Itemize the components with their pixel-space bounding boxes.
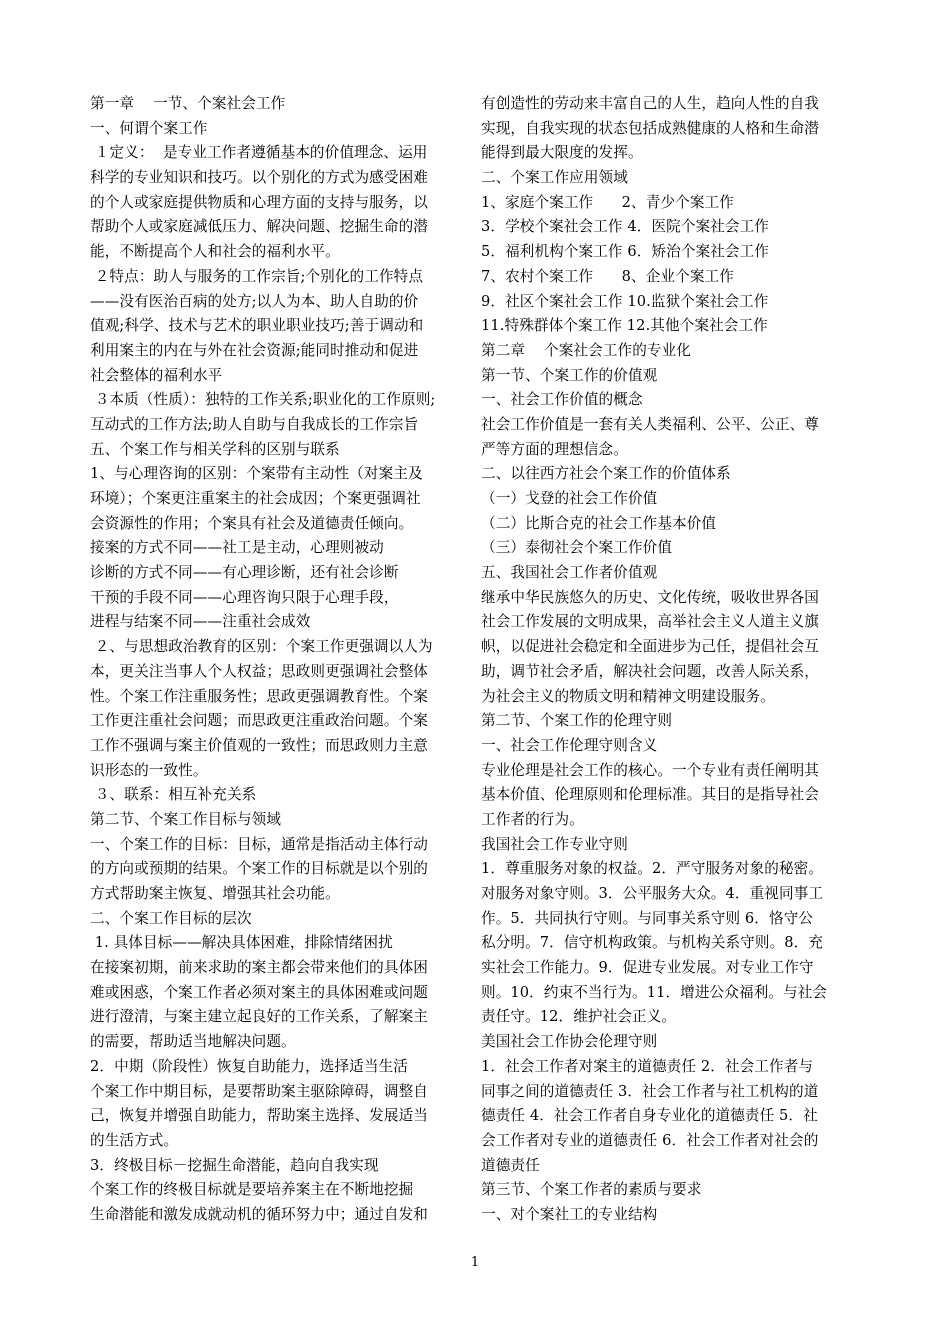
text-line: 的需要，帮助适当地解决问题。 [90,1033,296,1051]
text-line: 工作更注重社会问题；而思政更注重政治问题。个案 [90,712,428,730]
text-line: 会资源性的作用；个案具有社会及道德责任倾向。 [90,514,414,532]
text-line: ３本质（性质）：独特的工作关系;职业化的工作原则; [90,391,436,409]
text-line: 道德责任 [481,1156,540,1174]
text-line: 第三节、个案工作者的素质与要求 [481,1181,702,1199]
text-line: 严等方面的理想信念。 [481,440,628,458]
text-line: 本，更关注当事人个人权益；思政则更强调社会整体 [90,662,428,680]
text-line: （一）戈登的社会工作价值 [481,490,658,507]
text-line: 社会工作价值是一套有关人类福利、公平、公正、尊 [481,415,819,433]
text-line: 3．学校个案社会工作 4．医院个案社会工作 [481,218,769,236]
text-line: 有创造性的劳动来丰富自己的人生，趋向人性的自我 [481,95,819,112]
text-line: 一、社会工作伦理守则含义 [481,736,658,754]
text-line: 能，不断提高个人和社会的福利水平。 [90,243,340,261]
text-line: 则。10．约束不当行为。11．增进公众福利。与社会 [481,983,828,1001]
text-line: ２、与思想政治教育的区别：个案工作更强调以人为 [90,638,433,656]
text-line: 社会工作发展的文明成果，高举社会主义人道主义旗 [481,613,819,631]
text-line: 个案工作的终极目标就是要培养案主在不断地挖掘 [90,1181,414,1199]
text-line: 7、农村个案工作 8、企业个案工作 [481,267,734,285]
text-line: 进行澄清，与案主建立起良好的工作关系，了解案主 [90,1008,428,1026]
text-line: 1. 具体目标——解决具体困难，排除情绪困扰 [90,934,393,952]
text-line: 接案的方式不同——社工是主动，心理则被动 [90,539,384,557]
text-line: 进程与结案不同——注重社会成效 [90,613,311,631]
text-line: ——没有医治百病的处方;以人为本、助人自助的价 [90,292,419,310]
text-line: 1、与心理咨询的区别：个案带有主动性（对案主及 [90,465,423,483]
text-line: （三）泰彻社会个案工作价值 [481,539,673,557]
text-line: 1．尊重服务对象的权益。2．严守服务对象的秘密。 [481,860,824,878]
page-number: 1 [470,1255,480,1270]
right-column [481,92,863,1228]
text-line: 方式帮助案主恢复、增强其社会功能。 [90,885,340,902]
text-line: 为社会主义的物质文明和精神文明建设服务。 [481,687,775,705]
text-line: 第二章 个案社会工作的专业化 [481,341,691,359]
text-line: 二、个案工作应用领域 [481,169,628,187]
text-line: 同事之间的道德责任 3．社会工作者与社工机构的道 [481,1082,819,1100]
text-line: 五、我国社会工作者价值观 [481,564,658,582]
text-line: 社会整体的福利水平 [90,366,223,384]
text-line: 9．社区个案社会工作 10.监狱个案社会工作 [481,292,769,310]
text-line: 诊断的方式不同——有心理诊断，还有社会诊断 [90,564,399,582]
text-line: 干预的手段不同——心理咨询只限于心理手段， [90,588,399,606]
text-line: 的方向或预期的结果。个案工作的目标就是以个别的 [90,860,428,878]
text-line: 二、个案工作目标的层次 [90,909,252,927]
text-line: 环境）；个案更注重案主的社会成因；个案更强调社 [90,490,421,507]
text-line: 第二节、个案工作的伦理守则 [481,712,673,730]
text-line: 值观;科学、技术与艺术的职业职业技巧;善于调动和 [90,317,424,335]
text-line: ３、联系：相互补充关系 [90,786,257,804]
text-line: 一、个案工作的目标：目标，通常是指活动主体行动 [90,835,428,853]
text-line: 帮助个人或家庭减低压力、解决问题、挖掘生命的潜 [90,218,428,236]
text-line: 互动式的工作方法;助人自助与自我成长的工作宗旨 [90,415,419,433]
text-line: 能得到最大限度的发挥。 [481,144,643,162]
text-line: 作。5．共同执行守则。与同事关系守则 6．恪守公 [481,909,814,927]
text-line: 1．社会工作者对案主的道德责任 2．社会工作者与 [481,1057,814,1075]
text-line: 美国社会工作协会伦理守则 [481,1033,658,1051]
text-line: 一、对个案社工的专业结构 [481,1205,658,1223]
text-line: 1、家庭个案工作 2、青少个案工作 [481,193,734,211]
text-line: 工作者的行为。 [481,810,584,828]
text-line: 第一章 一节、个案社会工作 [90,95,286,112]
text-line: 德责任 4．社会工作者自身专业化的道德责任 5．社 [481,1107,818,1125]
text-line: 助，调节社会矛盾，解决社会问题，改善人际关系， [481,662,819,680]
text-line: 帜，以促进社会稳定和全面进步为己任，提倡社会互 [481,638,819,656]
text-line: 责任守。12．维护社会正义。 [481,1008,677,1026]
text-line: 基本价值、伦理原则和伦理标准。其目的是指导社会 [481,786,819,804]
text-line: 实社会工作能力。9．促进专业发展。对专业工作守 [481,959,814,977]
text-line: 的生活方式。 [90,1131,179,1149]
text-line: 第一节、个案工作的价值观 [481,366,658,384]
text-line: 一、何谓个案工作 [90,119,208,137]
left-column [90,92,472,1228]
text-line: 科学的专业知识和技巧。以个别化的方式为感受困难 [90,169,428,187]
text-line: 5．福利机构个案工作 6．矫治个案社会工作 [481,243,769,261]
text-line: 工作不强调与案主价值观的一致性；而思政则力主意 [90,736,428,754]
text-line: 一、社会工作价值的概念 [481,391,643,409]
text-line: 难或困惑，个案工作者必须对案主的具体困难或问题 [90,983,428,1001]
text-line: 第二节、个案工作目标与领域 [90,810,282,828]
text-line: 二、以往西方社会个案工作的价值体系 [481,465,731,483]
text-line: 2．中期（阶段性）恢复自助能力，选择适当生活 [90,1057,408,1075]
text-line: 识形态的一致性。 [90,761,208,779]
text-line: 五、个案工作与相关学科的区别与联系 [90,440,340,458]
text-line: 生命潜能和激发成就动机的循环努力中；通过自发和 [90,1205,428,1223]
text-line: （二）比斯合克的社会工作基本价值 [481,514,717,532]
text-line: 利用案主的内在与外在社会资源;能同时推动和促进 [90,341,419,359]
text-line: 11.特殊群体个案工作 12.其他个案社会工作 [481,317,768,335]
text-line: 实现，自我实现的状态包括成熟健康的人格和生命潜 [481,119,819,137]
text-line: 在接案初期，前来求助的案主都会带来他们的具体困 [90,959,428,977]
text-line: 己，恢复并增强自助能力，帮助案主选择、发展适当 [90,1107,428,1125]
text-line: 私分明。7．信守机构政策。与机构关系守则。8．充 [481,934,824,952]
text-line: 对服务对象守则。3．公平服务大众。4．重视同事工 [481,885,824,902]
text-line: 会工作者对专业的道德责任 6．社会工作者对社会的 [481,1131,819,1149]
text-line: １定义： 是专业工作者遵循基本的价值理念、运用 [90,144,428,162]
text-line: 专业伦理是社会工作的核心。一个专业有责任阐明其 [481,761,819,779]
text-line: 3．终极目标－挖掘生命潜能，趋向自我实现 [90,1156,379,1174]
text-line: 的个人或家庭提供物质和心理方面的支持与服务，以 [90,193,428,211]
text-line: 继承中华民族悠久的历史、文化传统，吸收世界各国 [481,588,819,606]
text-line: 性。个案工作注重服务性；思政更强调教育性。个案 [90,687,428,705]
text-line: 我国社会工作专业守则 [481,835,628,853]
text-line: 个案工作中期目标，是要帮助案主驱除障碍，调整自 [90,1082,428,1100]
text-line: ２特点：助人与服务的工作宗旨;个别化的工作特点 [90,267,424,285]
